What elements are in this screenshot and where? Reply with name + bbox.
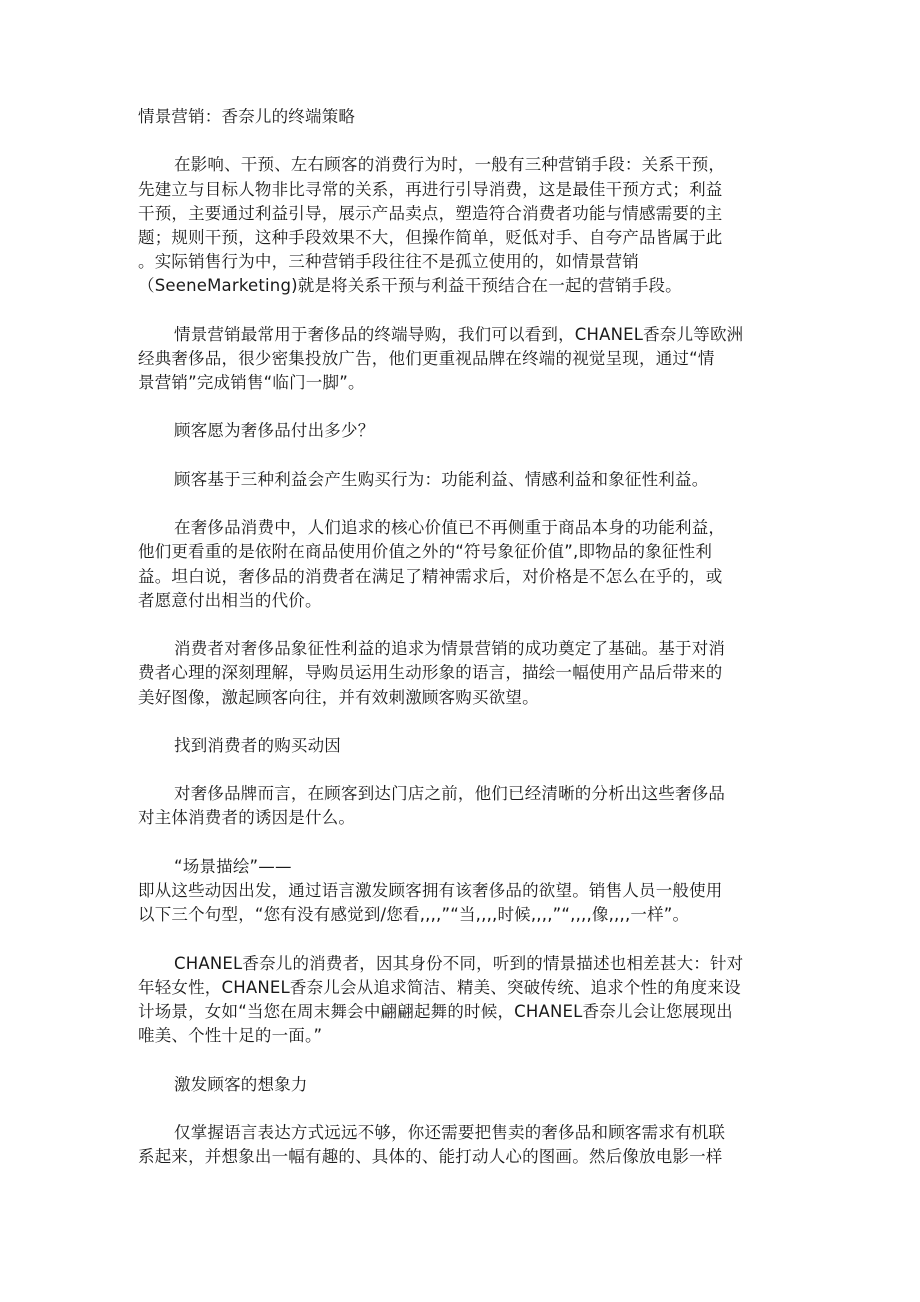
section-heading: 顾客愿为奢侈品付出多少？ xyxy=(174,421,375,441)
text-line: 消费者对奢侈品象征性利益的追求为情景营销的成功奠定了基础。基于对消 xyxy=(174,639,726,659)
paragraph-2 xyxy=(138,323,794,396)
text-line: 。实际销售行为中，三种营销手段往往不是孤立使用的，如情景营销 xyxy=(138,252,639,272)
text-line: 景营销”完成销售“临门一脚”。 xyxy=(138,373,365,393)
text-line: 计场景，女如“当您在周末舞会中翩翩起舞的时候，CHANEL香奈儿会让您展现出 xyxy=(138,1001,733,1021)
text-line: 在奢侈品消费中，人们追求的核心价值已不再侧重于商品本身的功能利益， xyxy=(174,518,726,538)
text-line: CHANEL香奈儿的消费者，因其身份不同，听到的情景描述也相差甚大：针对 xyxy=(174,953,744,973)
text-line: 系起来，并想象出一幅有趣的、具体的、能打动人心的图画。然后像放电影一样 xyxy=(138,1147,723,1167)
paragraph-3: 顾客基于三种利益会产生购买行为：功能利益、情感利益和象征性利益。 xyxy=(174,469,709,489)
text-line: 对主体消费者的诱因是什么。 xyxy=(138,808,356,828)
text-line: 费者心理的深刻理解，导购员运用生动形象的语言，描绘一幅使用产品后带来的 xyxy=(138,663,723,683)
paragraph-4 xyxy=(138,516,794,613)
text-line: 在影响、干预、左右顾客的消费行为时，一般有三种营销手段：关系干预， xyxy=(174,155,726,175)
document-body xyxy=(138,105,794,1169)
text-line: 情景营销最常用于奢侈品的终端导购，我们可以看到，CHANEL香奈儿等欧洲 xyxy=(174,324,744,344)
text-line: 即从这些动因出发，通过语言激发顾客拥有该奢侈品的欲望。销售人员一般使用 xyxy=(138,881,723,900)
text-line: 题；规则干预，这种手段效果不大，但操作简单，贬低对手、自夸产品皆属于此 xyxy=(138,227,723,247)
section-heading: 找到消费者的购买动因 xyxy=(174,735,341,755)
text-line: 仅掌握语言表达方式远远不够，你还需要把售卖的奢侈品和顾客需求有机联 xyxy=(174,1122,726,1142)
text-line: 者愿意付出相当的代价。 xyxy=(138,590,322,610)
paragraph-8 xyxy=(138,952,794,1049)
section-heading: 激发顾客的想象力 xyxy=(174,1074,308,1094)
document-title: 情景营销：香奈儿的终端策略 xyxy=(138,107,356,126)
paragraph-5 xyxy=(138,637,794,710)
text-line: “场景描绘”—— xyxy=(174,856,292,876)
text-line: （SeeneMarketing)就是将关系干预与利益干预结合在一起的营销手段。 xyxy=(138,276,682,296)
text-line: 唯美、个性十足的一面。” xyxy=(138,1026,323,1046)
text-line: 经典奢侈品，很少密集投放广告，他们更重视品牌在终端的视觉呈现，通过“情 xyxy=(138,348,715,368)
paragraph-1 xyxy=(138,153,794,298)
text-line: 益。坦白说，奢侈品的消费者在满足了精神需求后，对价格是不怎么在乎的，或 xyxy=(138,566,723,586)
text-line: 以下三个句型，“您有没有感觉到/您看,,,,”“当,,,,时候,,,,”“,,,,像,,,,一样”。 xyxy=(138,905,690,925)
paragraph-7 xyxy=(138,855,794,928)
text-line: 先建立与目标人物非比寻常的关系，再进行引导消费，这是最佳干预方式；利益 xyxy=(138,179,723,199)
text-line: 对奢侈品牌而言，在顾客到达门店之前，他们已经清晰的分析出这些奢侈品 xyxy=(174,784,726,804)
text-line: 美好图像，激起顾客向往，并有效刺激顾客购买欲望。 xyxy=(138,687,539,707)
text-line: 他们更看重的是依附在商品使用价值之外的“符号象征价值”,即物品的象征性利 xyxy=(138,542,713,562)
text-line: 年轻女性，CHANEL香奈儿会从追求简洁、精美、突破传统、追求个性的角度来设 xyxy=(138,977,741,997)
text-line: 干预，主要通过利益引导，展示产品卖点，塑造符合消费者功能与情感需要的主 xyxy=(138,203,723,223)
paragraph-9 xyxy=(138,1121,794,1169)
paragraph-6 xyxy=(138,782,794,830)
